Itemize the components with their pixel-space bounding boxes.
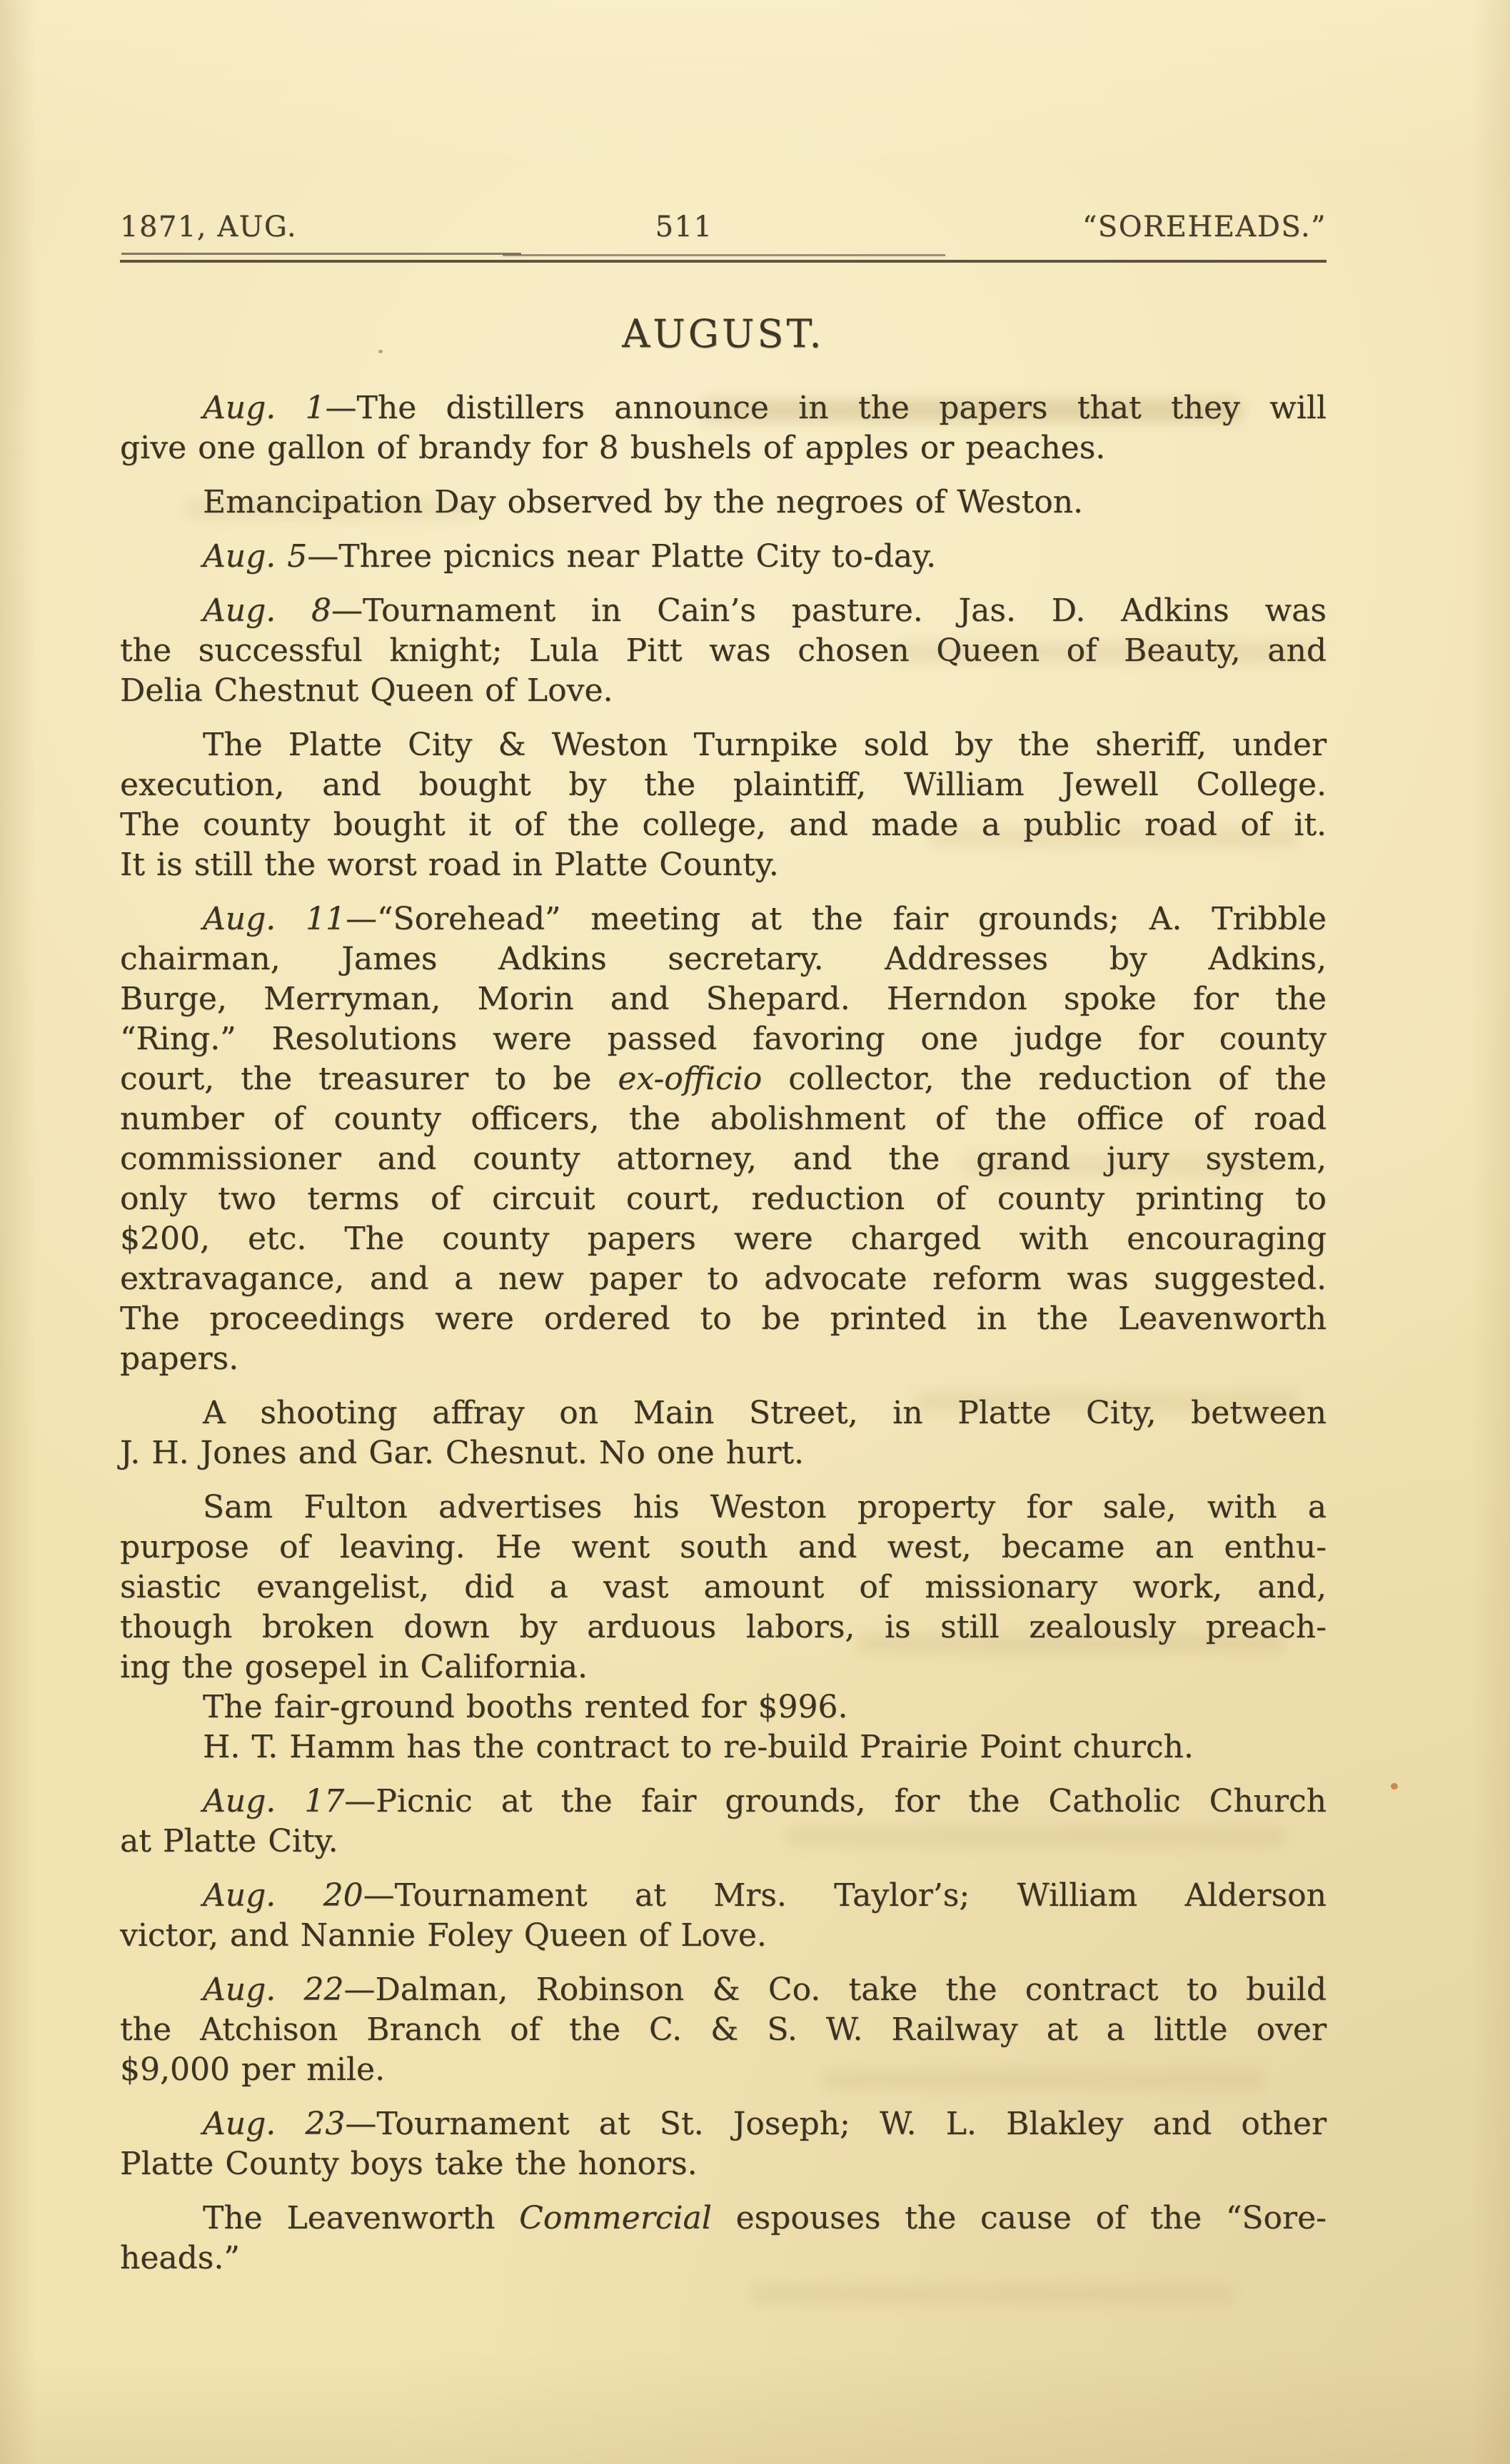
text-line: Aug. 5—Three picnics near Platte City to-day. bbox=[203, 538, 937, 575]
paragraph bbox=[120, 725, 1327, 885]
paragraph bbox=[120, 1876, 1327, 1956]
text-line: siastic evangelist, did a vast amount of missionary work, and, bbox=[120, 1569, 1327, 1605]
text-line: execution, and bought by the plaintiff, William Jewell College. bbox=[120, 767, 1327, 803]
text-line: the Atchison Branch of the C. & S. W. Railway at a little over bbox=[120, 2011, 1327, 2048]
text-line: The Leavenworth Commercial espouses the cause of the “Sore- bbox=[203, 2200, 1327, 2236]
month-title: AUGUST. bbox=[622, 311, 825, 356]
text-line: Aug. 8—Tournament in Cain’s pasture. Jas. D. Adkins was bbox=[203, 592, 1327, 629]
text-line: the successful knight; Lula Pitt was chosen Queen of Beauty, and bbox=[120, 632, 1327, 669]
text-line: Aug. 17—Picnic at the fair grounds, for the Catholic Church bbox=[203, 1783, 1327, 1819]
paragraph bbox=[120, 1782, 1327, 1862]
text-line: Aug. 23—Tournament at St. Joseph; W. L. Blakley and other bbox=[203, 2106, 1327, 2142]
text-line: ing the gosepel in California. bbox=[120, 1649, 588, 1685]
text-line: only two terms of circuit court, reduction of county printing to bbox=[120, 1181, 1327, 1217]
text-line: victor, and Nannie Foley Queen of Love. bbox=[120, 1917, 767, 1954]
text-line: Delia Chestnut Queen of Love. bbox=[120, 672, 613, 709]
text-line: number of county officers, the abolishment of the office of road bbox=[120, 1101, 1327, 1137]
paragraph bbox=[120, 899, 1327, 1379]
header-rule-main bbox=[120, 260, 1327, 263]
paragraph bbox=[120, 2198, 1327, 2278]
text-line: The county bought it of the college, and made a public road of it. bbox=[120, 807, 1327, 843]
text-line: A shooting affray on Main Street, in Platte City, between bbox=[203, 1395, 1327, 1431]
text-line: The Platte City & Weston Turnpike sold by the sheriff, under bbox=[203, 727, 1327, 763]
text-line: The fair-ground booths rented for $996. bbox=[203, 1689, 848, 1725]
paragraph bbox=[120, 591, 1327, 711]
paragraph bbox=[120, 483, 1327, 522]
header-rule bbox=[120, 253, 1327, 264]
paragraph bbox=[120, 1488, 1327, 1687]
text-line: extravagance, and a new paper to advocate reform was suggested. bbox=[120, 1261, 1327, 1297]
text-line: court, the treasurer to be ex-officio collector, the reduction of the bbox=[120, 1061, 1327, 1097]
text-line: It is still the worst road in Platte County. bbox=[120, 847, 779, 883]
text-line: chairman, James Adkins secretary. Addresses by Adkins, bbox=[120, 941, 1327, 977]
text-line: Aug. 22—Dalman, Robinson & Co. take the contract to build bbox=[203, 1971, 1327, 2008]
text-line: Platte County boys take the honors. bbox=[120, 2146, 698, 2182]
page-number: 511 bbox=[655, 211, 713, 243]
paragraph bbox=[120, 1970, 1327, 2090]
margin-dot bbox=[1391, 1783, 1398, 1789]
text-line: Sam Fulton advertises his Weston property for sale, with a bbox=[203, 1489, 1327, 1525]
text-line: though broken down by arduous labors, is still zealously preach- bbox=[120, 1609, 1327, 1645]
text-line: purpose of leaving. He went south and west, became an enthu- bbox=[120, 1529, 1327, 1565]
paragraph bbox=[120, 2104, 1327, 2184]
text-line: J. H. Jones and Gar. Chesnut. No one hurt. bbox=[120, 1435, 805, 1471]
running-header bbox=[120, 211, 1327, 243]
text-line: Aug. 20—Tournament at Mrs. Taylor’s; William Alderson bbox=[203, 1877, 1327, 1914]
header-rule-segment bbox=[121, 253, 521, 255]
text-line: “Ring.” Resolutions were passed favoring one judge for county bbox=[120, 1021, 1327, 1057]
paragraph bbox=[120, 537, 1327, 577]
text-line: commissioner and county attorney, and the grand jury system, bbox=[120, 1141, 1327, 1177]
text-line: heads.” bbox=[120, 2240, 240, 2276]
paragraph bbox=[120, 1687, 1327, 1727]
header-rule-segment bbox=[503, 254, 945, 256]
paragraph bbox=[120, 388, 1327, 468]
text-line: at Platte City. bbox=[120, 1823, 338, 1859]
text-line: Burge, Merryman, Morin and Shepard. Herndon spoke for the bbox=[120, 981, 1327, 1017]
text-line: $9,000 per mile. bbox=[120, 2051, 386, 2088]
text-line: papers. bbox=[120, 1340, 239, 1377]
text-line: The proceedings were ordered to be printed in the Leavenworth bbox=[120, 1301, 1327, 1337]
text-line: Aug. 11—“Sorehead” meeting at the fair grounds; A. Tribble bbox=[203, 901, 1327, 937]
text-line: give one gallon of brandy for 8 bushels of apples or peaches. bbox=[120, 430, 1106, 466]
paragraph bbox=[120, 1727, 1327, 1767]
text-line: $200, etc. The county papers were charged with encouraging bbox=[120, 1221, 1327, 1257]
header-chapter-title: “SOREHEADS.” bbox=[1082, 211, 1327, 243]
page-body bbox=[120, 388, 1327, 2278]
paragraph bbox=[120, 1393, 1327, 1473]
header-date: 1871, AUG. bbox=[120, 211, 298, 243]
text-line: Emancipation Day observed by the negroes of Weston. bbox=[203, 484, 1084, 520]
bleedthrough-smudge bbox=[750, 2284, 1235, 2304]
text-line: Aug. 1—The distillers announce in the papers that they will bbox=[203, 390, 1327, 426]
text-line: H. T. Hamm has the contract to re-build Prairie Point church. bbox=[203, 1729, 1194, 1765]
